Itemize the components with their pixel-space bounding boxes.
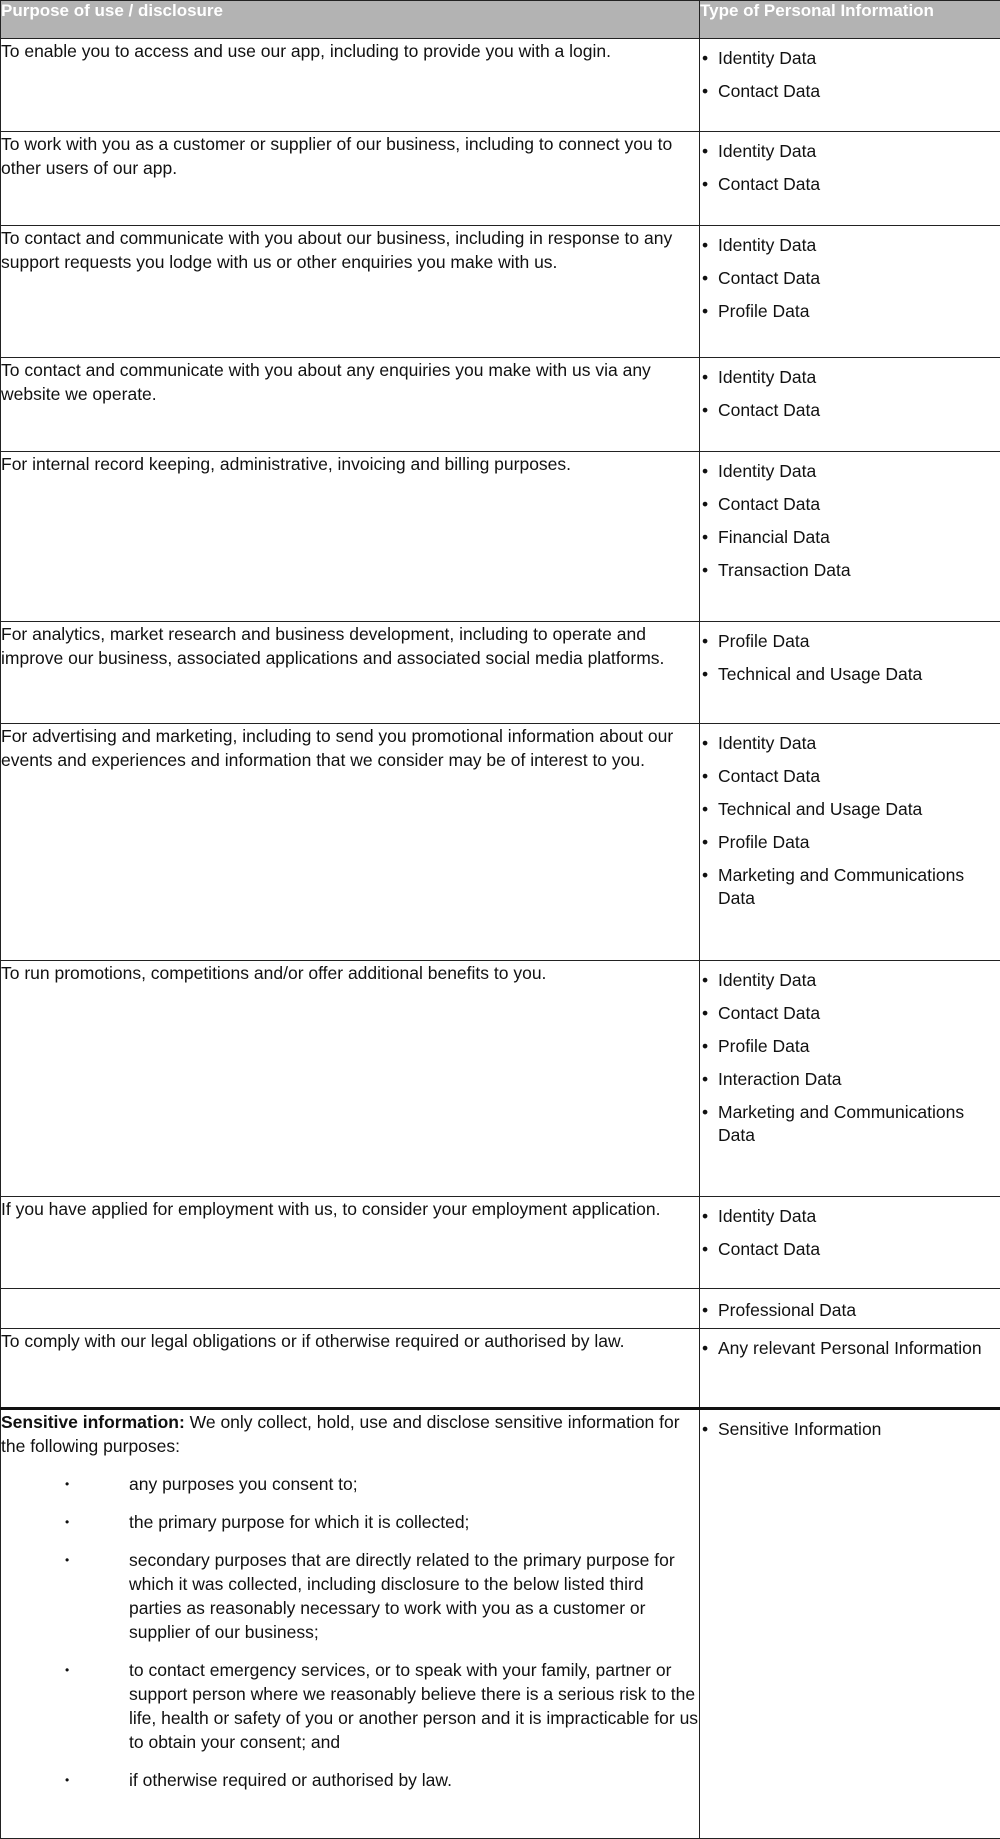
- type-item: • Identity Data: [700, 732, 1000, 755]
- type-item: • Marketing and Communications Data: [700, 1101, 1000, 1147]
- purpose-cell: For analytics, market research and business development, including to operate and improve our business, associated applications and associated social media platforms.: [1, 622, 700, 724]
- list-item-text: to contact emergency services, or to speak with your family, partner or support person where we reasonably believe there is a serious risk to the life, health or safety of you or another person and it is impracticable for us to obtain your consent; and: [129, 1660, 699, 1752]
- bullet-glyph: •: [65, 1515, 70, 1529]
- type-list: [700, 366, 1000, 422]
- type-item: • Contact Data: [700, 493, 1000, 516]
- bullet-glyph: •: [65, 1553, 70, 1567]
- type-cell: [700, 1289, 1000, 1329]
- bullet-glyph: •: [65, 1773, 70, 1787]
- type-item: • Identity Data: [700, 140, 1000, 163]
- bullet-glyph: •: [65, 1477, 70, 1491]
- purpose-cell: To comply with our legal obligations or if otherwise required or authorised by law.: [1, 1329, 700, 1409]
- sensitive-title: Sensitive information:: [1, 1412, 185, 1432]
- sensitive-purpose-list: [1, 1472, 699, 1792]
- sensitive-type-cell: [700, 1409, 1000, 1839]
- type-item: • Technical and Usage Data: [700, 798, 1000, 821]
- list-item: [1, 1472, 699, 1496]
- type-item: • Profile Data: [700, 300, 1000, 323]
- type-list: [700, 47, 1000, 103]
- type-list: [700, 969, 1000, 1147]
- type-item: • Contact Data: [700, 80, 1000, 103]
- bullet-glyph: •: [65, 1663, 70, 1677]
- purpose-cell: For internal record keeping, administrative, invoicing and billing purposes.: [1, 452, 700, 622]
- list-item-text: the primary purpose for which it is collected;: [129, 1512, 470, 1532]
- sensitive-intro: [1, 1410, 699, 1458]
- type-item: • Marketing and Communications Data: [700, 864, 1000, 910]
- purpose-cell: If you have applied for employment with us, to consider your employment application.: [1, 1197, 700, 1289]
- type-cell: [700, 39, 1000, 132]
- purpose-cell: To contact and communicate with you about our business, including in response to any support requests you lodge with us or other enquiries you make with us.: [1, 226, 700, 358]
- type-cell: [700, 132, 1000, 226]
- table-row: [1, 358, 1000, 452]
- type-list: [700, 460, 1000, 582]
- list-item: [1, 1548, 699, 1644]
- table-row: [1, 622, 1000, 724]
- type-item: • Profile Data: [700, 831, 1000, 854]
- table-row: [1, 1197, 1000, 1289]
- type-item: • Identity Data: [700, 366, 1000, 389]
- type-item: • Identity Data: [700, 969, 1000, 992]
- type-list: [700, 140, 1000, 196]
- list-item-text: if otherwise required or authorised by law.: [129, 1770, 452, 1790]
- table-row: [1, 1289, 1000, 1329]
- type-cell: [700, 1197, 1000, 1289]
- type-list: [700, 1337, 1000, 1360]
- type-cell: [700, 961, 1000, 1197]
- type-item: • Contact Data: [700, 1238, 1000, 1261]
- table-row: [1, 39, 1000, 132]
- purpose-cell: To run promotions, competitions and/or offer additional benefits to you.: [1, 961, 700, 1197]
- type-item: • Profile Data: [700, 630, 1000, 653]
- type-item: • Contact Data: [700, 173, 1000, 196]
- list-item: [1, 1768, 699, 1792]
- list-item-text: any purposes you consent to;: [129, 1474, 358, 1494]
- type-item: • Financial Data: [700, 526, 1000, 549]
- type-item: • Sensitive Information: [700, 1418, 1000, 1441]
- sensitive-intro-text: We only collect, hold, use and disclose sensitive information for the following purposes:: [1, 1412, 680, 1456]
- table-row: [1, 1329, 1000, 1409]
- list-item: [1, 1510, 699, 1534]
- type-list: [700, 1418, 1000, 1441]
- purpose-cell: [1, 1289, 700, 1329]
- table-row: [1, 724, 1000, 961]
- type-item: • Identity Data: [700, 234, 1000, 257]
- type-cell: [700, 358, 1000, 452]
- purpose-cell: To contact and communicate with you about any enquiries you make with us via any website we operate.: [1, 358, 700, 452]
- table-header-row: [1, 1, 1000, 39]
- type-item: • Any relevant Personal Information: [700, 1337, 1000, 1360]
- type-cell: [700, 226, 1000, 358]
- type-cell: [700, 1329, 1000, 1409]
- type-column-header: Type of Personal Information: [700, 1, 1000, 39]
- type-item: • Transaction Data: [700, 559, 1000, 582]
- type-cell: [700, 724, 1000, 961]
- type-item: • Interaction Data: [700, 1068, 1000, 1091]
- table-row: [1, 226, 1000, 358]
- type-item: • Contact Data: [700, 399, 1000, 422]
- type-list: [700, 234, 1000, 323]
- list-item-text: secondary purposes that are directly related to the primary purpose for which it was collected, including disclosure to the below listed third parties as reasonably necessary to work with you as a customer or supplier of our business;: [129, 1550, 675, 1642]
- type-list: [700, 732, 1000, 910]
- type-cell: [700, 622, 1000, 724]
- purpose-cell: To enable you to access and use our app, including to provide you with a login.: [1, 39, 700, 132]
- type-item: • Identity Data: [700, 47, 1000, 70]
- type-cell: [700, 452, 1000, 622]
- type-list: [700, 1299, 1000, 1322]
- table-row: [1, 452, 1000, 622]
- type-item: • Contact Data: [700, 765, 1000, 788]
- type-item: • Technical and Usage Data: [700, 663, 1000, 686]
- type-item: • Professional Data: [700, 1299, 1000, 1322]
- table-row: [1, 132, 1000, 226]
- list-item: [1, 1658, 699, 1754]
- sensitive-information-row: [1, 1409, 1000, 1839]
- purpose-cell: For advertising and marketing, including to send you promotional information about our events and experiences and information that we consider may be of interest to you.: [1, 724, 700, 961]
- type-item: • Contact Data: [700, 267, 1000, 290]
- type-item: • Contact Data: [700, 1002, 1000, 1025]
- type-list: [700, 630, 1000, 686]
- type-item: • Identity Data: [700, 1205, 1000, 1228]
- type-item: • Identity Data: [700, 460, 1000, 483]
- type-list: [700, 1205, 1000, 1261]
- table-row: [1, 961, 1000, 1197]
- purpose-column-header: Purpose of use / disclosure: [1, 1, 700, 39]
- purpose-cell: To work with you as a customer or supplier of our business, including to connect you to other users of our app.: [1, 132, 700, 226]
- sensitive-purpose-cell: [1, 1409, 700, 1839]
- type-item: • Profile Data: [700, 1035, 1000, 1058]
